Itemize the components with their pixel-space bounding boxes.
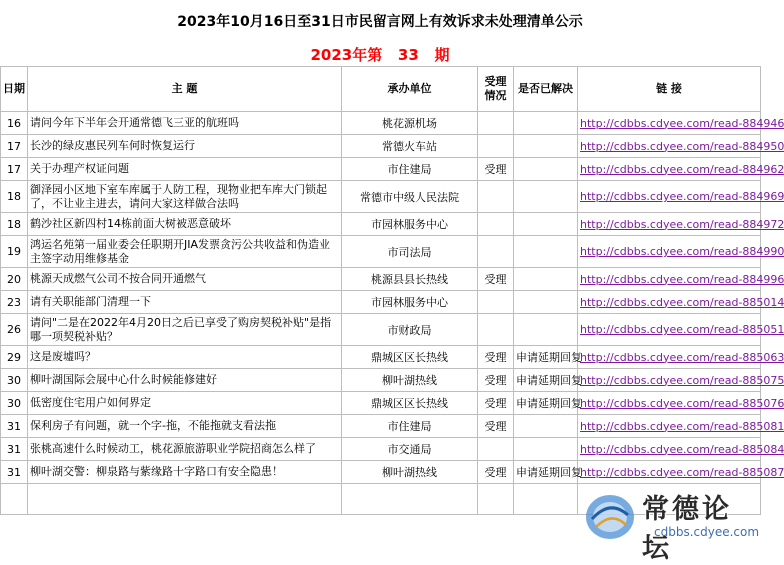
cell-accepted — [478, 291, 514, 314]
cell-link[interactable]: http://cdbbs.cdyee.com/read-885075 — [578, 369, 761, 392]
cell-department: 市住建局 — [342, 415, 478, 438]
col-header-subject: 主 题 — [28, 67, 342, 112]
cell-department: 市财政局 — [342, 314, 478, 346]
cell-department: 市住建局 — [342, 158, 478, 181]
cell-subject: 请问"二是在2022年4月20日之后已享受了购房契税补贴"是指哪一项契税补贴？ — [28, 314, 342, 346]
cell-link[interactable]: http://cdbbs.cdyee.com/read-885063 — [578, 346, 761, 369]
cell-resolved: 申请延期回复 — [514, 369, 578, 392]
table-row — [1, 415, 761, 438]
table-row — [1, 291, 761, 314]
table-row — [1, 236, 761, 268]
cell-accepted: 受理 — [478, 415, 514, 438]
empty-cell — [28, 484, 342, 515]
cell-link[interactable]: http://cdbbs.cdyee.com/read-884946 — [578, 112, 761, 135]
cell-link[interactable]: http://cdbbs.cdyee.com/read-884962 — [578, 158, 761, 181]
cell-subject: 张桃高速什么时候动工，桃花源旅游职业学院招商怎么样了 — [28, 438, 342, 461]
cell-date: 31 — [1, 438, 28, 461]
cell-subject: 关于办理产权证问题 — [28, 158, 342, 181]
cell-date: 31 — [1, 461, 28, 484]
cell-accepted: 受理 — [478, 369, 514, 392]
cell-accepted — [478, 314, 514, 346]
col-header-resolved: 是否已解决 — [514, 67, 578, 112]
table-row — [1, 213, 761, 236]
cell-link[interactable]: http://cdbbs.cdyee.com/read-885087 — [578, 461, 761, 484]
cell-subject: 低密度住宅用户如何界定 — [28, 392, 342, 415]
cell-department: 常德火车站 — [342, 135, 478, 158]
cell-date: 18 — [1, 181, 28, 213]
cell-department: 常德市中级人民法院 — [342, 181, 478, 213]
table-row — [1, 158, 761, 181]
cell-department: 市交通局 — [342, 438, 478, 461]
cell-link[interactable]: http://cdbbs.cdyee.com/read-884990 — [578, 236, 761, 268]
cell-date: 30 — [1, 392, 28, 415]
cell-subject: 请有关职能部门清理一下 — [28, 291, 342, 314]
cell-subject: 长沙的绿皮惠民列车何时恢复运行 — [28, 135, 342, 158]
cell-date: 23 — [1, 291, 28, 314]
cell-subject: 御泽园小区地下室车库属于人防工程，现物业把车库大门锁起了，不让业主进去，请问大家这样做合法吗 — [28, 181, 342, 213]
table-row — [1, 268, 761, 291]
cell-resolved — [514, 112, 578, 135]
cell-department: 鼎城区区长热线 — [342, 346, 478, 369]
empty-cell — [478, 484, 514, 515]
cell-resolved — [514, 135, 578, 158]
cell-accepted: 受理 — [478, 158, 514, 181]
cell-link[interactable]: http://cdbbs.cdyee.com/read-885051 — [578, 314, 761, 346]
table-row — [1, 314, 761, 346]
table-header-row — [1, 67, 761, 112]
cell-link[interactable]: http://cdbbs.cdyee.com/read-884950 — [578, 135, 761, 158]
table-row — [1, 135, 761, 158]
cell-subject: 保利房子有问题，就一个字-拖，不能拖就支看法拖 — [28, 415, 342, 438]
cell-department: 市园林服务中心 — [342, 291, 478, 314]
cell-department: 市司法局 — [342, 236, 478, 268]
cell-accepted: 受理 — [478, 268, 514, 291]
cell-link[interactable]: http://cdbbs.cdyee.com/read-884972 — [578, 213, 761, 236]
complaints-table — [0, 66, 784, 515]
cell-link[interactable]: http://cdbbs.cdyee.com/read-885081 — [578, 415, 761, 438]
cell-resolved — [514, 415, 578, 438]
cell-resolved — [514, 236, 578, 268]
cell-resolved — [514, 314, 578, 346]
cell-accepted — [478, 213, 514, 236]
cell-resolved: 申请延期回复 — [514, 392, 578, 415]
cell-date: 16 — [1, 112, 28, 135]
cell-date: 18 — [1, 213, 28, 236]
col-header-date: 日期 — [1, 67, 28, 112]
cell-accepted: 受理 — [478, 346, 514, 369]
cell-date: 20 — [1, 268, 28, 291]
cell-subject: 桃源天成燃气公司不按合同开通燃气 — [28, 268, 342, 291]
cell-accepted — [478, 135, 514, 158]
watermark-name: 常德论坛 — [642, 494, 732, 564]
empty-cell — [1, 484, 28, 515]
cell-resolved — [514, 213, 578, 236]
cell-date: 17 — [1, 158, 28, 181]
cell-date: 19 — [1, 236, 28, 268]
cell-subject: 鸿运名苑第一届业委会任职期开JIA发票贪污公共收益和伪造业主签字动用维修基金 — [28, 236, 342, 268]
cell-link[interactable]: http://cdbbs.cdyee.com/read-884996 — [578, 268, 761, 291]
issue-suffix: 期 — [434, 46, 450, 64]
table-row — [1, 346, 761, 369]
forum-logo-icon — [582, 489, 638, 541]
page-title: 2023年10月16日至31日市民留言网上有效诉求未处理清单公示 — [177, 14, 583, 30]
cell-subject: 这是废墟吗？ — [28, 346, 342, 369]
cell-resolved: 申请延期回复 — [514, 346, 578, 369]
cell-resolved — [514, 291, 578, 314]
cell-accepted — [478, 236, 514, 268]
cell-department: 柳叶湖热线 — [342, 369, 478, 392]
cell-subject: 柳叶湖国际会展中心什么时候能修建好 — [28, 369, 342, 392]
col-header-link: 链 接 — [578, 67, 761, 112]
cell-department: 鼎城区区长热线 — [342, 392, 478, 415]
cell-resolved — [514, 438, 578, 461]
col-header-accepted: 受理情况 — [478, 67, 514, 112]
cell-accepted — [478, 112, 514, 135]
forum-watermark — [576, 481, 760, 564]
cell-date: 30 — [1, 369, 28, 392]
issue-label — [0, 44, 760, 66]
cell-accepted — [478, 438, 514, 461]
col-header-department: 承办单位 — [342, 67, 478, 112]
table-row — [1, 438, 761, 461]
cell-department: 桃源县县长热线 — [342, 268, 478, 291]
cell-department: 桃花源机场 — [342, 112, 478, 135]
cell-resolved: 申请延期回复 — [514, 461, 578, 484]
empty-cell — [342, 484, 478, 515]
cell-link[interactable]: http://cdbbs.cdyee.com/read-885084 — [578, 438, 761, 461]
cell-subject: 柳叶湖交警：柳泉路与紫缘路十字路口有安全隐患！ — [28, 461, 342, 484]
watermark-url: cdbbs.cdyee.com — [654, 525, 760, 539]
table-row — [1, 181, 761, 213]
cell-date: 29 — [1, 346, 28, 369]
cell-link[interactable]: http://cdbbs.cdyee.com/read-885014 — [578, 291, 761, 314]
cell-subject: 请问今年下半年会开通常德飞三亚的航班吗 — [28, 112, 342, 135]
cell-resolved — [514, 268, 578, 291]
table-row — [1, 392, 761, 415]
table-row — [1, 369, 761, 392]
cell-date: 31 — [1, 415, 28, 438]
cell-link[interactable]: http://cdbbs.cdyee.com/read-884969 — [578, 181, 761, 213]
cell-accepted — [478, 181, 514, 213]
issue-number: 33 — [397, 46, 419, 64]
cell-link[interactable]: http://cdbbs.cdyee.com/read-885076 — [578, 392, 761, 415]
cell-accepted: 受理 — [478, 392, 514, 415]
cell-resolved — [514, 181, 578, 213]
issue-prefix: 2023年第 — [310, 46, 383, 64]
table-row — [1, 112, 761, 135]
cell-resolved — [514, 158, 578, 181]
cell-accepted: 受理 — [478, 461, 514, 484]
cell-date: 17 — [1, 135, 28, 158]
cell-subject: 鹤沙社区新四村14栋前面大树被恶意破坏 — [28, 213, 342, 236]
cell-department: 柳叶湖热线 — [342, 461, 478, 484]
cell-date: 26 — [1, 314, 28, 346]
cell-department: 市园林服务中心 — [342, 213, 478, 236]
empty-cell — [514, 484, 578, 515]
